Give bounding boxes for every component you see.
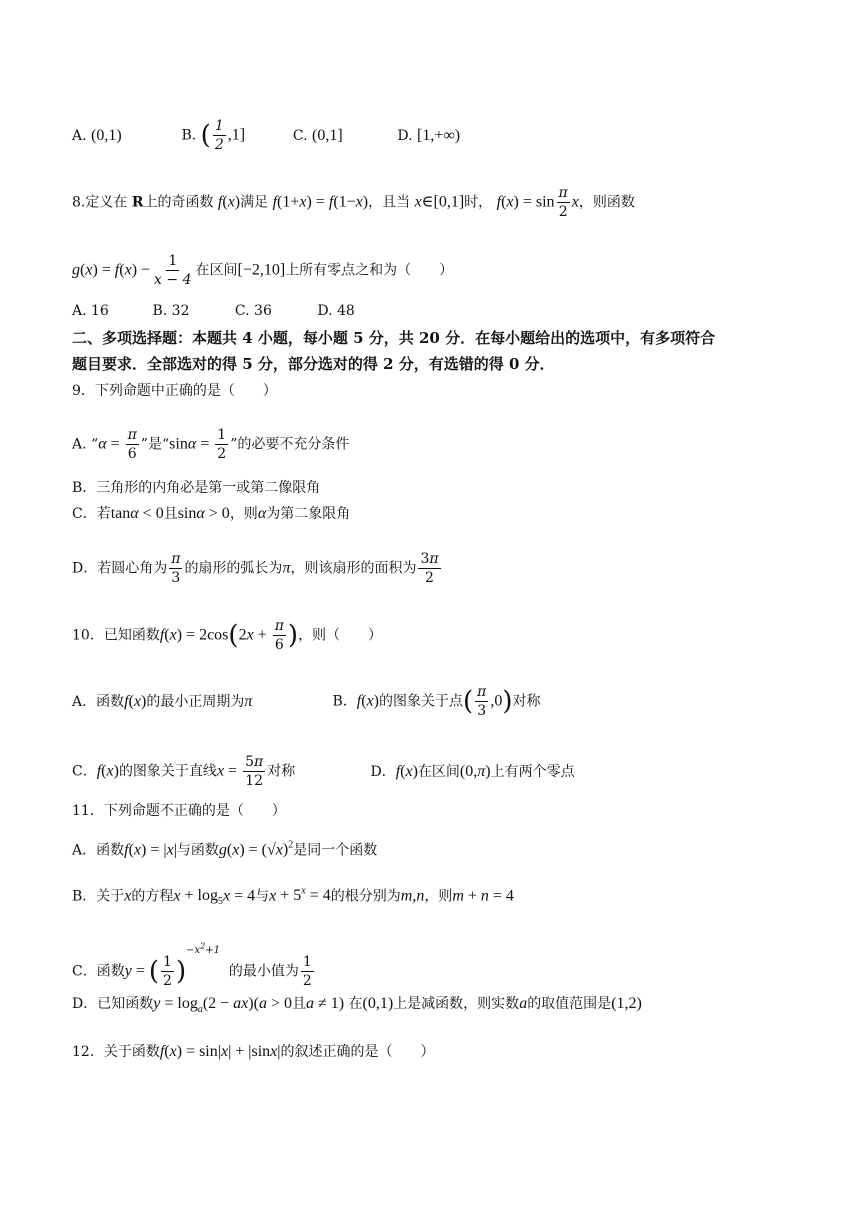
q8-stem-line2: g(x) = f(x) − $\frac{1}{x - 4}$ 在区间[−2,10]上所有零点之和为（ ） — [72, 253, 454, 288]
q9-option-d: D．若圆心角为 $\frac{\pi}{3}$ 的扇形的弧长为π，则该扇形的面积为 $\frac{3\pi}{2}$ — [72, 551, 439, 586]
q10-options-ab — [72, 683, 800, 720]
q8-options — [72, 300, 800, 322]
q8-option-b: B. 32 — [152, 303, 190, 319]
q10-option-c: C．f(x)的图象关于直线x = $\frac{5\pi}{12}$ 对称 — [72, 754, 296, 789]
section2-heading-line1: 二、多项选择题：本题共 4 小题，每小题 5 分，共 20 分．在每小题给出的选项中，有多项符合 — [72, 329, 716, 347]
q7-options — [72, 117, 800, 154]
q7-option-c: C. (0,1] — [292, 126, 343, 144]
q7-option-a: A. (0,1) — [72, 126, 122, 144]
q11-option-c: C．函数y = ( $\frac{1}{2}$ )$^{-x^2+1}$ 的最小值为 $\frac{1}{2}$ — [72, 942, 312, 989]
q12-stem: 12．关于函数f(x) = sin|x| + |sinx|的叙述正确的是（ ） — [72, 1043, 435, 1060]
q10-options-cd — [72, 753, 800, 790]
q11-option-a: A．函数f(x) = |x|与函数$g(x) = (√x)^2$是同一个函数 — [72, 840, 378, 859]
q9-option-a: A. “α = $\frac{\pi}{6}$ ”是“sinα = $\frac{1}{2}$ ”的必要不充分条件 — [72, 427, 350, 462]
q8-option-c: C. 36 — [234, 303, 272, 319]
q8-stem-line1: 8.定义在 R上的奇函数 f(x)满足 f(1+x) = f(1−x)，且当 x∈[0,1]时， f(x) = sin $\frac{\pi}{2}$ x，则函数 — [72, 185, 635, 220]
q11-option-d: D．已知函数$y = \log_a(2 - ax)(a > 0$且a ≠ 1) 在(0,1)上是减函数，则实数a的取值范围是(1,2) — [72, 995, 642, 1016]
q10-stem: 10．已知函数f(x) = 2cos(2x + $\frac{\pi}{6}$ )，则（ ） — [72, 618, 383, 653]
q11-stem: 11．下列命题不正确的是（ ） — [72, 803, 286, 819]
q9-option-b: B．三角形的内角必是第一或第二像限角 — [72, 480, 321, 496]
q7-option-b: B. ( $\frac{1}{2}$ ,1] — [181, 118, 246, 153]
q9-option-c: C．若tanα < 0且sinα > 0，则α为第二象限角 — [72, 505, 351, 522]
section2-heading-line2: 题目要求．全部选对的得 5 分，部分选对的得 2 分，有选错的得 0 分． — [72, 355, 555, 373]
q7-option-d: D. [1,+∞) — [397, 126, 461, 144]
q10-option-a: A．函数f(x)的最小正周期为π — [72, 692, 253, 710]
q11-option-b: B．关于x的方程$x + \log_5x = 4$与$x + 5^x = 4$的根分别为m,n，则m + n = 4 — [72, 886, 514, 908]
q8-option-a: A. 16 — [72, 303, 109, 319]
q10-option-d: D．f(x)在区间(0,π)上有两个零点 — [370, 762, 575, 780]
q8-option-d: D. 48 — [317, 303, 355, 319]
q10-option-b: B．f(x)的图象关于点( $\frac{\pi}{3}$ ,0)对称 — [332, 684, 541, 719]
q9-stem: 9．下列命题中正确的是（ ） — [72, 383, 277, 399]
